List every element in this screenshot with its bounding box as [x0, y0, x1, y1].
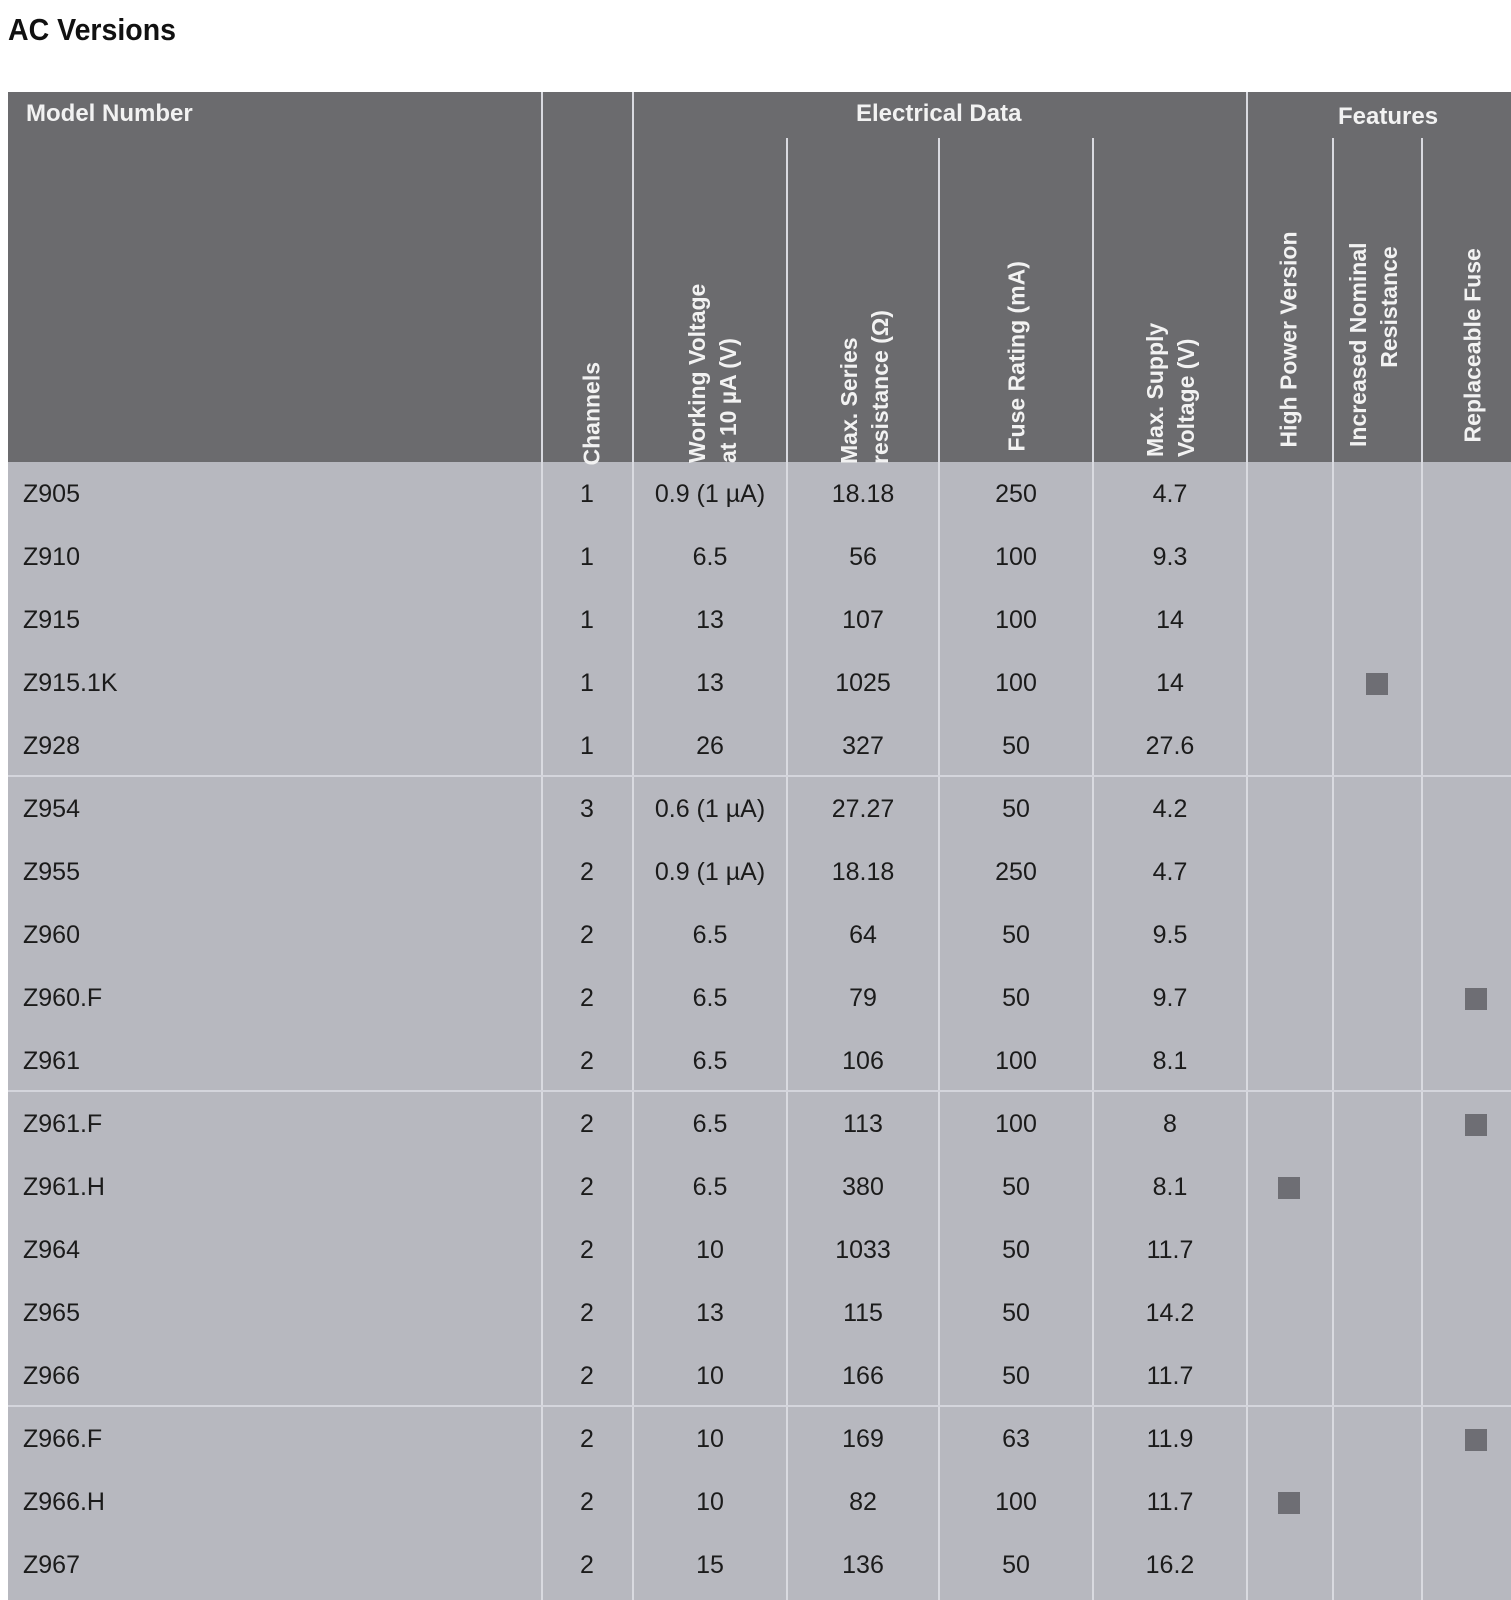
table-row — [8, 463, 1511, 526]
cell-working-voltage: 0.6 (1 µA) — [654, 795, 766, 823]
cell-channels: 2 — [580, 1551, 594, 1579]
cell-max-supply-voltage: 4.7 — [1152, 858, 1188, 886]
cell-fuse-rating: 50 — [1002, 1299, 1030, 1327]
cell-fuse-rating: 50 — [1002, 984, 1030, 1012]
cell-channels: 2 — [580, 858, 594, 886]
cell-model-number: Z915 — [23, 606, 80, 634]
cell-model-number: Z954 — [23, 795, 80, 823]
cell-max-supply-voltage: 9.5 — [1152, 921, 1188, 949]
cell-channels: 2 — [580, 1425, 594, 1453]
table-row — [8, 715, 1511, 778]
cell-model-number: Z905 — [23, 480, 80, 508]
cell-working-voltage: 13 — [696, 669, 724, 697]
cell-max-supply-voltage: 8.1 — [1152, 1173, 1188, 1201]
table-row — [8, 1219, 1511, 1282]
cell-channels: 2 — [580, 1236, 594, 1264]
header-increased-line1: Increased Nominal — [1345, 242, 1371, 447]
header-fuse-rating-label: Fuse Rating (mA) — [1003, 261, 1030, 452]
table-row — [8, 652, 1511, 715]
cell-max-supply-voltage: 4.2 — [1152, 795, 1188, 823]
cell-fuse-rating: 50 — [1002, 732, 1030, 760]
cell-channels: 2 — [580, 1173, 594, 1201]
cell-fuse-rating: 50 — [1002, 1173, 1030, 1201]
header-features: Features — [1338, 103, 1439, 130]
cell-working-voltage: 26 — [696, 732, 724, 760]
increased-resistance-marker — [1366, 673, 1388, 695]
cell-max-series-resistance: 18.18 — [831, 480, 895, 508]
cell-max-series-resistance: 327 — [842, 732, 884, 760]
cell-channels: 2 — [580, 1488, 594, 1516]
cell-max-supply-voltage: 27.6 — [1145, 732, 1195, 760]
cell-working-voltage: 6.5 — [692, 543, 728, 571]
cell-max-series-resistance: 166 — [842, 1362, 884, 1390]
table-row — [8, 904, 1511, 967]
table-row — [8, 1345, 1511, 1408]
cell-max-supply-voltage: 14 — [1156, 669, 1184, 697]
header-channels — [577, 216, 608, 466]
cell-fuse-rating: 100 — [995, 1488, 1037, 1516]
table-row — [8, 1282, 1511, 1345]
cell-model-number: Z961 — [23, 1047, 80, 1075]
cell-channels: 1 — [580, 480, 594, 508]
cell-channels: 2 — [580, 1299, 594, 1327]
table-row — [8, 589, 1511, 652]
header-max-series-line2: resistance (Ω) — [867, 310, 893, 464]
cell-fuse-rating: 250 — [995, 480, 1037, 508]
cell-working-voltage: 10 — [696, 1425, 724, 1453]
cell-max-supply-voltage: 14.2 — [1145, 1299, 1195, 1327]
cell-max-supply-voltage: 8.1 — [1152, 1047, 1188, 1075]
cell-max-series-resistance: 64 — [849, 921, 877, 949]
replaceable-fuse-marker — [1465, 1429, 1487, 1451]
cell-max-supply-voltage: 9.7 — [1152, 984, 1188, 1012]
table-row — [8, 778, 1511, 841]
cell-working-voltage: 6.5 — [692, 1110, 728, 1138]
cell-model-number: Z910 — [23, 543, 80, 571]
cell-max-series-resistance: 169 — [842, 1425, 884, 1453]
cell-max-supply-voltage: 9.3 — [1152, 543, 1188, 571]
table-header — [8, 92, 1511, 466]
cell-fuse-rating: 250 — [995, 858, 1037, 886]
cell-max-series-resistance: 113 — [843, 1110, 883, 1138]
header-increased-line2: Resistance — [1376, 246, 1402, 368]
cell-working-voltage: 10 — [696, 1488, 724, 1516]
cell-fuse-rating: 50 — [1002, 921, 1030, 949]
table-row — [8, 1156, 1511, 1219]
table-row — [8, 1534, 1511, 1597]
header-max-supply-voltage — [1140, 207, 1202, 457]
cell-max-supply-voltage: 8 — [1163, 1110, 1177, 1138]
cell-max-series-resistance: 82 — [849, 1488, 877, 1516]
cell-channels: 2 — [580, 921, 594, 949]
cell-model-number: Z966 — [23, 1362, 80, 1390]
cell-working-voltage: 0.9 (1 µA) — [654, 858, 766, 886]
table-row — [8, 967, 1511, 1030]
cell-fuse-rating: 50 — [1002, 1362, 1030, 1390]
header-working-voltage-line1: Working Voltage — [684, 283, 710, 463]
cell-max-series-resistance: 1033 — [835, 1236, 891, 1264]
header-replaceable-label: Replaceable Fuse — [1459, 248, 1486, 443]
cell-channels: 1 — [580, 732, 594, 760]
cell-channels: 2 — [580, 1047, 594, 1075]
cell-max-supply-voltage: 14 — [1156, 606, 1184, 634]
cell-channels: 1 — [580, 606, 594, 634]
table-row — [8, 841, 1511, 904]
cell-working-voltage: 13 — [696, 606, 724, 634]
cell-max-series-resistance: 136 — [842, 1551, 884, 1579]
cell-model-number: Z955 — [23, 858, 80, 886]
table-row — [8, 1093, 1511, 1156]
table-row — [8, 1408, 1511, 1471]
cell-working-voltage: 13 — [696, 1299, 724, 1327]
cell-max-supply-voltage: 4.7 — [1152, 480, 1188, 508]
cell-max-supply-voltage: 16.2 — [1145, 1551, 1195, 1579]
header-electrical-data: Electrical Data — [856, 100, 1022, 127]
table-row — [8, 526, 1511, 589]
cell-max-series-resistance: 107 — [842, 606, 884, 634]
cell-model-number: Z967 — [23, 1551, 80, 1579]
table-row — [8, 1030, 1511, 1093]
cell-model-number: Z966.H — [23, 1488, 105, 1516]
cell-model-number: Z966.F — [23, 1425, 103, 1453]
header-max-series-resistance — [834, 174, 896, 464]
cell-model-number: Z965 — [23, 1299, 80, 1327]
cell-model-number: Z960 — [23, 921, 80, 949]
header-model-number: Model Number — [26, 100, 193, 127]
header-working-voltage — [682, 193, 744, 463]
header-replaceable-fuse — [1458, 173, 1489, 443]
header-increased-nominal-resistance — [1343, 167, 1405, 447]
cell-channels: 3 — [580, 795, 594, 823]
cell-model-number: Z964 — [23, 1236, 80, 1264]
cell-max-supply-voltage: 11.7 — [1146, 1488, 1194, 1516]
header-working-voltage-line2: at 10 µA (V) — [715, 338, 741, 463]
high-power-marker — [1278, 1177, 1300, 1199]
cell-max-series-resistance: 106 — [842, 1047, 884, 1075]
cell-working-voltage: 10 — [696, 1362, 724, 1390]
cell-working-voltage: 6.5 — [692, 1047, 728, 1075]
header-channels-label: Channels — [578, 361, 605, 466]
cell-fuse-rating: 100 — [995, 1047, 1037, 1075]
cell-model-number: Z961.H — [23, 1173, 105, 1201]
header-max-supply-line1: Max. Supply — [1142, 322, 1168, 457]
cell-working-voltage: 6.5 — [692, 1173, 728, 1201]
cell-max-series-resistance: 79 — [849, 984, 877, 1012]
page-title: AC Versions — [8, 12, 177, 47]
cell-max-supply-voltage: 11.7 — [1146, 1362, 1194, 1390]
table-row — [8, 1471, 1511, 1534]
cell-model-number: Z915.1K — [23, 669, 118, 697]
header-fuse-rating — [1002, 202, 1033, 452]
cell-max-series-resistance: 1025 — [835, 669, 891, 697]
cell-fuse-rating: 50 — [1002, 1551, 1030, 1579]
cell-channels: 2 — [580, 984, 594, 1012]
cell-channels: 1 — [580, 543, 594, 571]
cell-model-number: Z960.F — [23, 984, 103, 1012]
cell-working-voltage: 10 — [696, 1236, 724, 1264]
header-high-power-label: High Power Version — [1275, 231, 1302, 448]
cell-max-series-resistance: 380 — [842, 1173, 884, 1201]
cell-fuse-rating: 100 — [995, 1110, 1037, 1138]
cell-working-voltage: 6.5 — [692, 984, 728, 1012]
cell-max-series-resistance: 56 — [849, 543, 877, 571]
cell-channels: 2 — [580, 1110, 594, 1138]
cell-max-series-resistance: 27.27 — [831, 795, 895, 823]
cell-fuse-rating: 100 — [995, 669, 1037, 697]
cell-channels: 2 — [580, 1362, 594, 1390]
cell-channels: 1 — [580, 669, 594, 697]
cell-max-supply-voltage: 11.9 — [1146, 1425, 1194, 1453]
cell-working-voltage: 6.5 — [692, 921, 728, 949]
cell-max-series-resistance: 18.18 — [831, 858, 895, 886]
header-max-series-line1: Max. Series — [836, 337, 862, 464]
cell-working-voltage: 15 — [696, 1551, 724, 1579]
cell-fuse-rating: 63 — [1002, 1425, 1030, 1453]
cell-max-supply-voltage: 11.7 — [1146, 1236, 1194, 1264]
cell-fuse-rating: 50 — [1002, 795, 1030, 823]
cell-max-series-resistance: 115 — [843, 1299, 883, 1327]
replaceable-fuse-marker — [1465, 1114, 1487, 1136]
header-max-supply-line2: Voltage (V) — [1173, 338, 1199, 457]
high-power-marker — [1278, 1492, 1300, 1514]
cell-working-voltage: 0.9 (1 µA) — [654, 480, 766, 508]
header-high-power-version — [1274, 158, 1305, 448]
cell-fuse-rating: 50 — [1002, 1236, 1030, 1264]
cell-fuse-rating: 100 — [995, 543, 1037, 571]
ac-versions-table — [8, 92, 1511, 1600]
cell-model-number: Z961.F — [23, 1110, 103, 1138]
replaceable-fuse-marker — [1465, 988, 1487, 1010]
cell-model-number: Z928 — [23, 732, 80, 760]
cell-fuse-rating: 100 — [995, 606, 1037, 634]
